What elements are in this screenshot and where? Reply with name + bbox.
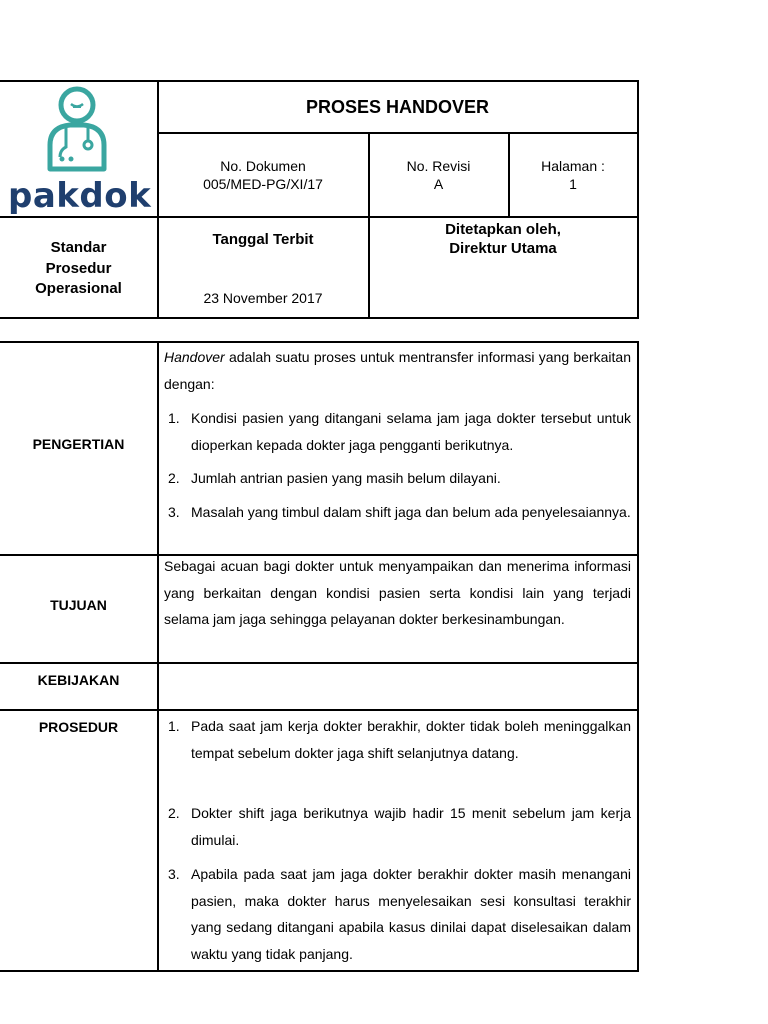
border [157,132,639,134]
border [0,317,639,319]
doc-number-value: 005/MED-PG/XI/17 [203,176,323,192]
approved-by: Ditetapkan oleh, Direktur Utama [445,221,561,257]
doc-number-label: No. Dokumen [220,158,306,174]
revision-value: A [433,176,444,192]
revision-label: No. Revisi [406,158,471,174]
border [0,970,639,972]
doctor-icon [44,83,114,175]
section-label-kebijakan: KEBIJAKAN [37,672,120,688]
section-label-prosedur: PROSEDUR [38,719,119,735]
page-title: PROSES HANDOVER [305,97,490,117]
border [0,216,639,218]
list-item: 3. Apabila pada saat jam jaga dokter berakhir dokter masih menangani pasien, maka dokter harus menyelesaikan sesi konsultasi terakhir yang sedang ditangani apabila kasus dinilai dapat diselesaikan dalam waktu yang tidak panjang. [168,866,631,962]
logo [0,81,157,216]
issue-date-value: 23 November 2017 [203,290,323,306]
list-item: 3. Masalah yang timbul dalam shift jaga dan belum ada penyelesaiannya. [168,504,631,520]
border [0,709,639,711]
border [0,662,639,664]
pengertian-intro: Handover adalah suatu proses untuk mentransfer informasi yang berkaitan dengan: [164,349,631,392]
section-label-pengertian: PENGERTIAN [32,436,125,452]
border [637,80,639,318]
page-value: 1 [569,176,577,192]
header-table [0,80,639,318]
list-item: 1. Kondisi pasien yang ditangani selama jam jaga dokter tersebut untuk dioperkan kepada dokter jaga pengganti berikutnya. [168,410,631,453]
sop-label: Standar Prosedur Operasional [35,239,122,297]
border [637,341,639,972]
list-item: 1. Pada saat jam kerja dokter berakhir, dokter tidak boleh meninggalkan tempat sebelum dokter jaga shift selanjutnya datang. [168,718,631,761]
logo-wordmark: pakdok [8,176,152,216]
issue-date-label: Tanggal Terbit [212,231,314,248]
border [0,341,639,343]
page-label: Halaman : [541,158,605,174]
list-item: 2. Jumlah antrian pasien yang masih belum dilayani. [168,470,501,486]
tujuan-text: Sebagai acuan bagi dokter untuk menyampaikan dan menerima informasi yang berkaitan dengan kondisi pasien serta kondisi lain yang terjadi selama jam jaga sehingga pelayanan dokter berkesinambungan. [164,558,631,627]
border [157,341,159,972]
section-label-tujuan: TUJUAN [50,597,107,613]
list-item: 2. Dokter shift jaga berikutnya wajib hadir 15 menit sebelum jam kerja dimulai. [168,805,631,848]
